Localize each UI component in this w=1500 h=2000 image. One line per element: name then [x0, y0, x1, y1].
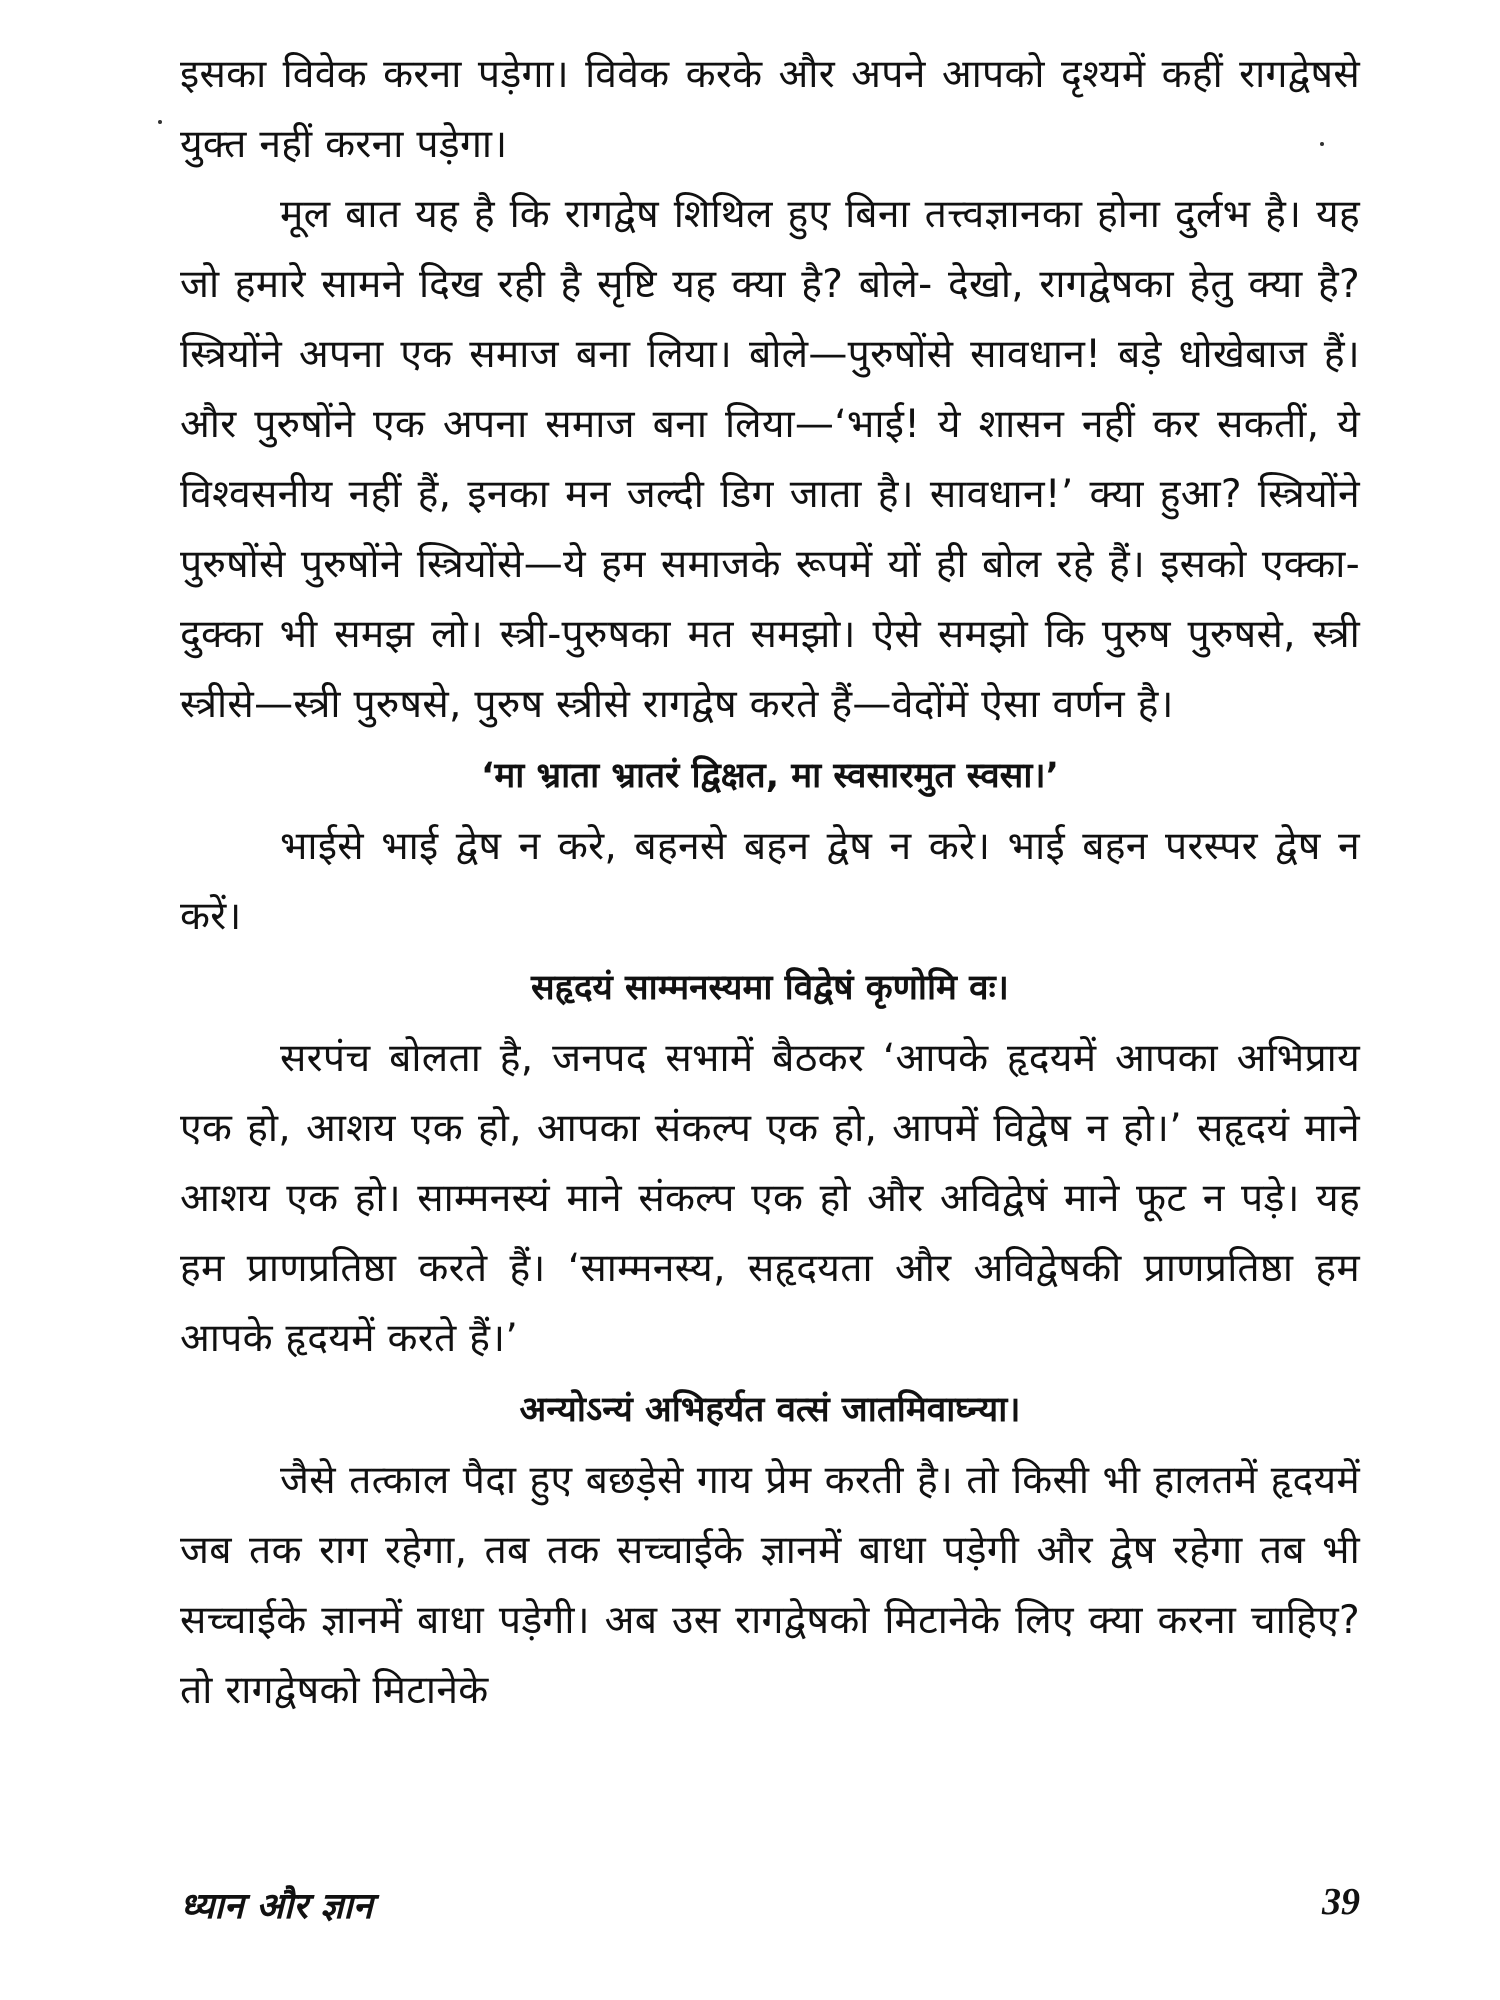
book-title: ध्यान और ज्ञान	[180, 1886, 373, 1927]
paragraph-2: मूल बात यह है कि रागद्वेष शिथिल हुए बिना तत्त्वज्ञानका होना दुर्लभ है। यह जो हमारे सामने दिख रही है सृष्टि यह क्या है? बोले- देखो, रागद्वेषका हेतु क्या है? स्त्रियोंने अपना एक समाज बना लिया। बोले—पुरुषोंसे सावधान! बड़े धोखेबाज हैं। और पुरुषोंने एक अपना समाज बना लिया—‘भाई! ये शासन नहीं कर सकतीं, ये विश्वसनीय नहीं हैं, इनका मन जल्दी डिग जाता है। सावधान!’ क्या हुआ? स्त्रियोंने पुरुषोंसे पुरुषोंने स्त्रियोंसे—ये हम समाजके रूपमें यों ही बोल रहे हैं। इसको एक्का-दुक्का भी समझ लो। स्त्री-पुरुषका मत समझो। ऐसे समझो कि पुरुष पुरुषसे, स्त्री स्त्रीसे—स्त्री पुरुषसे, पुरुष स्त्रीसे रागद्वेष करते हैं—वेदोंमें ऐसा वर्णन है।	[180, 192, 1360, 727]
scan-speck	[1320, 142, 1324, 146]
paragraph-3: भाईसे भाई द्वेष न करे, बहनसे बहन द्वेष न करे। भाई बहन परस्पर द्वेष न करें।	[180, 824, 1360, 939]
sanskrit-verse-3: अन्योऽन्यं अभिहर्यत वत्सं जातमिवाघ्न्या।	[519, 1390, 1021, 1430]
page-number: 39	[1322, 1881, 1360, 1923]
page-body	[180, 40, 1360, 1970]
paragraph-4: सरपंच बोलता है, जनपद सभामें बैठकर ‘आपके हृदयमें आपका अभिप्राय एक हो, आशय एक हो, आपका संकल्प एक हो, आपमें विद्वेष न हो।’ सहृदयं माने आशय एक हो। साम्मनस्यं माने संकल्प एक हो और अविद्वेषं माने फूट न पड़े। यह हम प्राणप्रतिष्ठा करते हैं। ‘साम्मनस्य, सहृदयता और अविद्वेषकी प्राणप्रतिष्ठा हम आपके हृदयमें करते हैं।’	[180, 1036, 1360, 1361]
scan-speck	[158, 120, 162, 124]
paragraph-5: जैसे तत्काल पैदा हुए बछड़ेसे गाय प्रेम करती है। तो किसी भी हालतमें हृदयमें जब तक राग रहेगा, तब तक सच्चाईके ज्ञानमें बाधा पड़ेगी और द्वेष रहेगा तब भी सच्चाईके ज्ञानमें बाधा पड़ेगी। अब उस रागद्वेषको मिटानेके लिए क्या करना चाहिए? तो रागद्वेषको मिटानेके	[180, 1458, 1360, 1713]
paragraph-1: इसका विवेक करना पड़ेगा। विवेक करके और अपने आपको दृश्यमें कहीं रागद्वेषसे युक्त नहीं करना पड़ेगा।	[180, 52, 1360, 167]
sanskrit-verse-2: सहृदयं साम्मनस्यमा विद्वेषं कृणोमि वः।	[531, 968, 1009, 1008]
sanskrit-verse-1: ‘मा भ्राता भ्रातरं द्विक्षत, मा स्वसारमुत स्वसा।’	[481, 756, 1059, 796]
page-footer	[180, 1880, 1360, 1930]
